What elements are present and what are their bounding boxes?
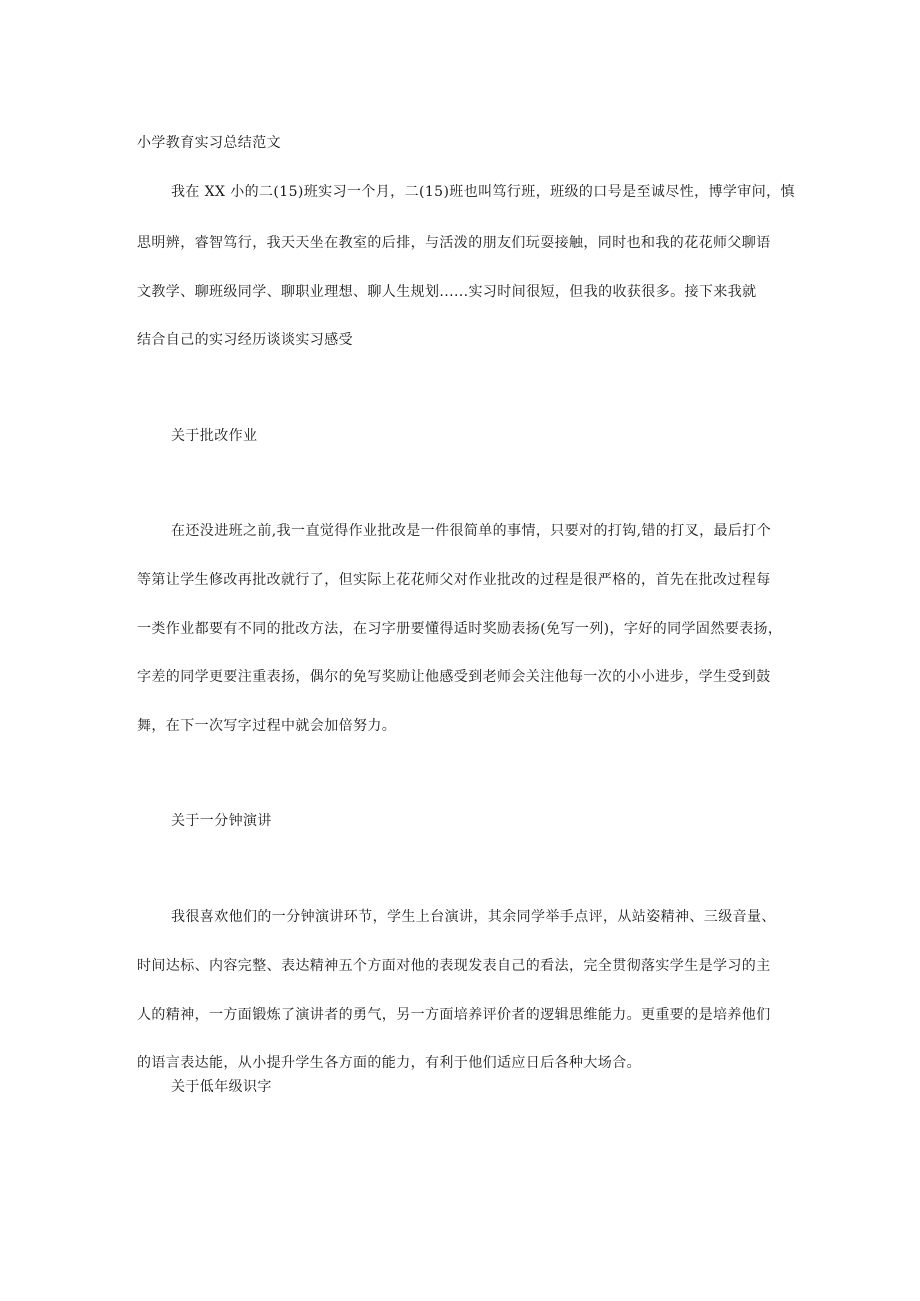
section2-line-4: 的语言表达能，从小提升学生各方面的能力，有利于他们适应日后各种大场合。	[137, 1055, 641, 1071]
section2-line-1: 我很喜欢他们的一分钟演讲环节，学生上台演讲，其余同学举手点评，从站姿精神、三级音量、	[171, 909, 776, 925]
section1-line-1: 在还没进班之前,我一直觉得作业批改是一件很简单的事情，只要对的打钩,错的打叉，最后打个	[171, 523, 772, 539]
section-heading-speech: 关于一分钟演讲	[171, 813, 272, 829]
section1-line-5: 舞，在下一次写字过程中就会加倍努力。	[137, 718, 397, 734]
intro-line-3: 文教学、聊班级同学、聊职业理想、聊人生规划......实习时间很短，但我的收获很多。接下来我就	[137, 284, 757, 300]
section1-line-4: 字差的同学更要注重表扬，偶尔的免写奖励让他感受到老师会关注他每一次的小小进步，学生受到鼓	[137, 669, 771, 685]
section1-line-3: 一类作业都要有不同的批改方法，在习字册要懂得适时奖励表扬(免写一列)，字好的同学固然要表扬，	[137, 621, 783, 637]
section2-line-2: 时间达标、内容完整、表达精神五个方面对他的表现发表自己的看法，完全贯彻落实学生是学习的主	[137, 958, 771, 974]
intro-line-4: 结合自己的实习经历谈谈实习感受	[137, 332, 353, 348]
section-heading-homework: 关于批改作业	[171, 428, 258, 444]
intro-line-2: 思明辨，睿智笃行，我天天坐在教室的后排，与活泼的朋友们玩耍接触，同时也和我的花花师父聊语	[137, 235, 771, 251]
document-title: 小学教育实习总结范文	[137, 135, 281, 151]
section2-line-3: 人的精神，一方面锻炼了演讲者的勇气，另一方面培养评价者的逻辑思维能力。更重要的是培养他们	[137, 1007, 771, 1023]
section-heading-literacy: 关于低年级识字	[171, 1079, 272, 1095]
intro-line-1: 我在 XX 小的二(15)班实习一个月，二(15)班也叫笃行班，班级的口号是至诚尽性，博学审问，慎	[171, 184, 795, 200]
section1-line-2: 等第让学生修改再批改就行了，但实际上花花师父对作业批改的过程是很严格的，首先在批改过程每	[137, 572, 771, 588]
